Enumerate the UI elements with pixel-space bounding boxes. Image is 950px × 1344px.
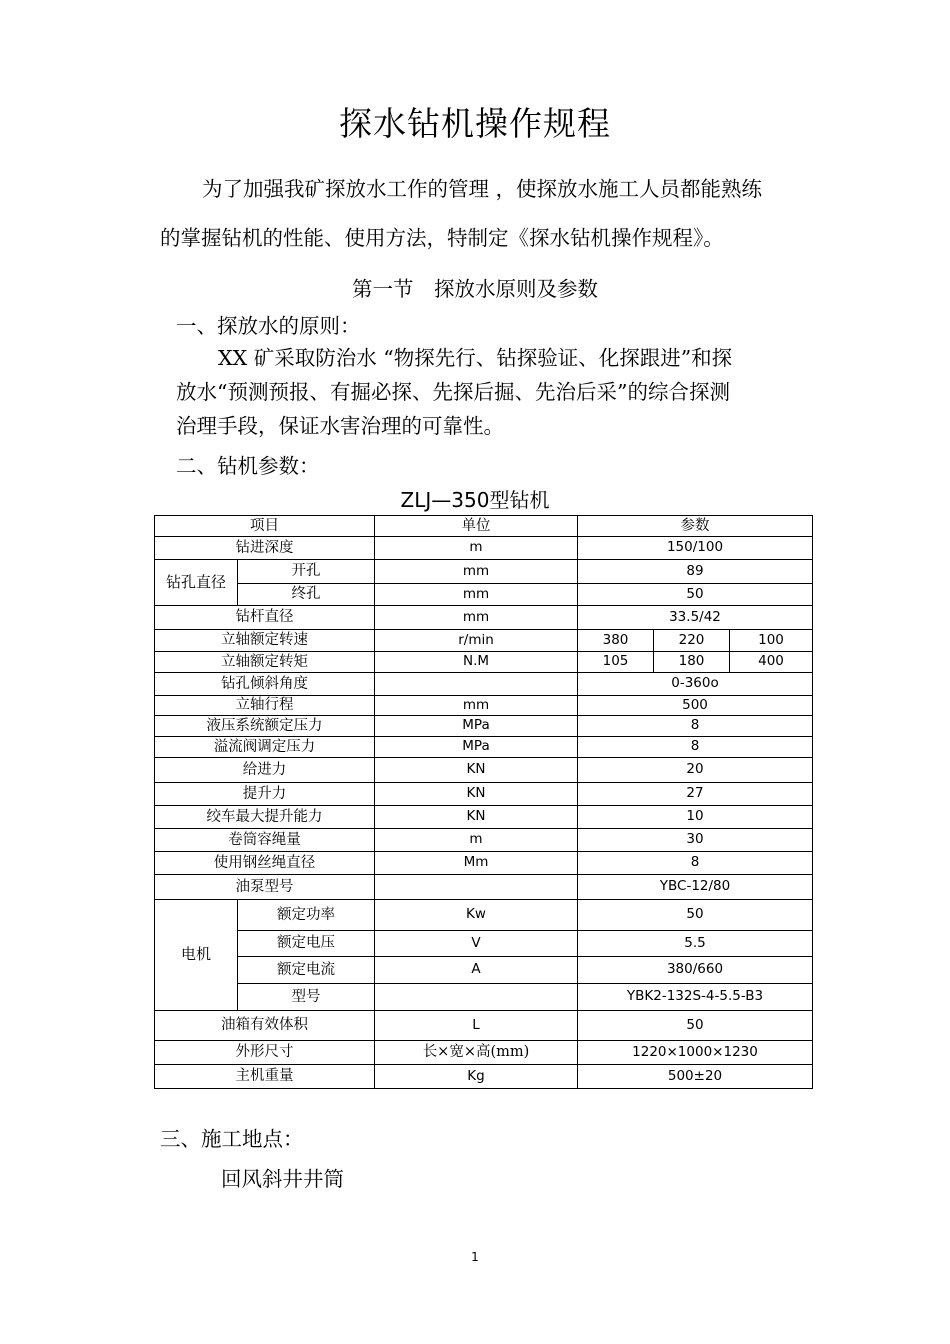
row-value: 10 [578,806,813,829]
row-value-3: 100 [730,630,813,652]
table-header-row [155,516,813,537]
row-label: 型号 [238,984,375,1011]
table-row [155,758,813,783]
row-value: 30 [578,829,813,852]
row-label: 额定电流 [238,957,375,984]
location-text: 回风斜井井筒 [221,1167,344,1191]
principle-line-1: XX 矿采取防治水 “物探先行、钻探验证、化探跟进”和探 [218,346,733,370]
row-value: 1220×1000×1230 [578,1041,813,1065]
table-row [155,606,813,630]
drill-parameters-table [154,515,813,1089]
table-row [155,875,813,900]
row-label: 使用钢丝绳直径 [155,852,375,875]
header-unit: 单位 [375,516,578,537]
heading-principles: 一、探放水的原则： [176,314,361,338]
row-value: 380/660 [578,957,813,984]
row-unit: mm [375,560,578,584]
row-unit: A [375,957,578,984]
row-unit: KN [375,758,578,783]
table-row [155,560,813,584]
row-value-3: 400 [730,652,813,673]
row-unit: Mm [375,852,578,875]
row-label: 主机重量 [155,1065,375,1089]
principle-paragraph [176,341,810,443]
principle-line-2: 放水“预测预报、有掘必探、先探后掘、先治后采”的综合探测 [176,380,730,404]
row-value: 8 [578,737,813,758]
row-label: 开孔 [238,560,375,584]
row-value: 50 [578,1011,813,1041]
row-label: 油箱有效体积 [155,1011,375,1041]
table-row [155,652,813,673]
row-unit: m [375,537,578,560]
row-unit: mm [375,606,578,630]
row-value-2: 180 [654,652,730,673]
intro-paragraph [160,174,810,254]
row-label: 油泵型号 [155,875,375,900]
row-label: 额定功率 [238,900,375,931]
row-label: 给进力 [155,758,375,783]
section-title: 第一节 探放水原则及参数 [352,277,598,301]
table-row [155,783,813,806]
row-value: 27 [578,783,813,806]
row-value: 0-360o [578,673,813,696]
row-value: 8 [578,716,813,737]
table-row [155,1011,813,1041]
row-value: 8 [578,852,813,875]
row-value: 20 [578,758,813,783]
document-title: 探水钻机操作规程 [339,104,611,143]
row-label: 终孔 [238,584,375,606]
row-value: 50 [578,900,813,931]
row-unit: Kg [375,1065,578,1089]
row-unit: KN [375,783,578,806]
intro-line-2: 的掌握钻机的性能、使用方法，特制定《探水钻机操作规程》。 [160,226,724,250]
row-label: 立轴额定转矩 [155,652,375,673]
table-row [155,673,813,696]
row-value: 500±20 [578,1065,813,1089]
table-row [155,1065,813,1089]
row-unit: L [375,1011,578,1041]
row-unit: m [375,829,578,852]
row-unit: 长×宽×高(mm) [375,1041,578,1065]
table-row [155,852,813,875]
row-label: 卷筒容绳量 [155,829,375,852]
table-row [155,1041,813,1065]
row-value: 50 [578,584,813,606]
row-unit: mm [375,696,578,716]
row-label: 额定电压 [238,931,375,957]
table-row [155,630,813,652]
row-label: 立轴额定转速 [155,630,375,652]
row-value: YBK2-132S-4-5.5-B3 [578,984,813,1011]
row-value-2: 220 [654,630,730,652]
row-unit: V [375,931,578,957]
intro-line-1: 为了加强我矿探放水工作的管理 ，使探放水施工人员都能熟练 [202,177,763,201]
table-row [155,900,813,931]
row-unit: N.M [375,652,578,673]
group-label-bore: 钻孔直径 [155,560,238,606]
table-row [155,931,813,957]
row-label: 外形尺寸 [155,1041,375,1065]
table-row [155,696,813,716]
row-unit [375,673,578,696]
table-row [155,957,813,984]
table-caption: ZLJ—350型钻机 [400,488,550,512]
row-label: 钻孔倾斜角度 [155,673,375,696]
row-value: 33.5/42 [578,606,813,630]
group-label-motor: 电机 [155,900,238,1011]
table-row [155,806,813,829]
row-label: 溢流阀调定压力 [155,737,375,758]
header-value: 参数 [578,516,813,537]
header-item: 项目 [155,516,375,537]
principle-line-3: 治理手段，保证水害治理的可靠性。 [176,414,504,438]
row-value: YBC-12/80 [578,875,813,900]
table-row [155,829,813,852]
row-unit: MPa [375,716,578,737]
page-number: 1 [471,1250,479,1264]
row-label: 液压系统额定压力 [155,716,375,737]
row-label: 立轴行程 [155,696,375,716]
row-label: 绞车最大提升能力 [155,806,375,829]
table-row [155,984,813,1011]
table-row [155,584,813,606]
row-value-1: 380 [578,630,654,652]
row-unit: mm [375,584,578,606]
row-value: 150/100 [578,537,813,560]
row-unit: r/min [375,630,578,652]
row-unit [375,984,578,1011]
row-unit: Kw [375,900,578,931]
row-unit: KN [375,806,578,829]
row-label: 提升力 [155,783,375,806]
heading-location: 三、施工地点： [160,1127,304,1151]
table-row [155,537,813,560]
row-value: 5.5 [578,931,813,957]
heading-parameters: 二、钻机参数： [176,454,320,478]
row-label: 钻杆直径 [155,606,375,630]
row-value: 500 [578,696,813,716]
row-unit [375,875,578,900]
row-value: 89 [578,560,813,584]
row-unit: MPa [375,737,578,758]
row-label: 钻进深度 [155,537,375,560]
table-row [155,716,813,737]
table-row [155,737,813,758]
row-value-1: 105 [578,652,654,673]
